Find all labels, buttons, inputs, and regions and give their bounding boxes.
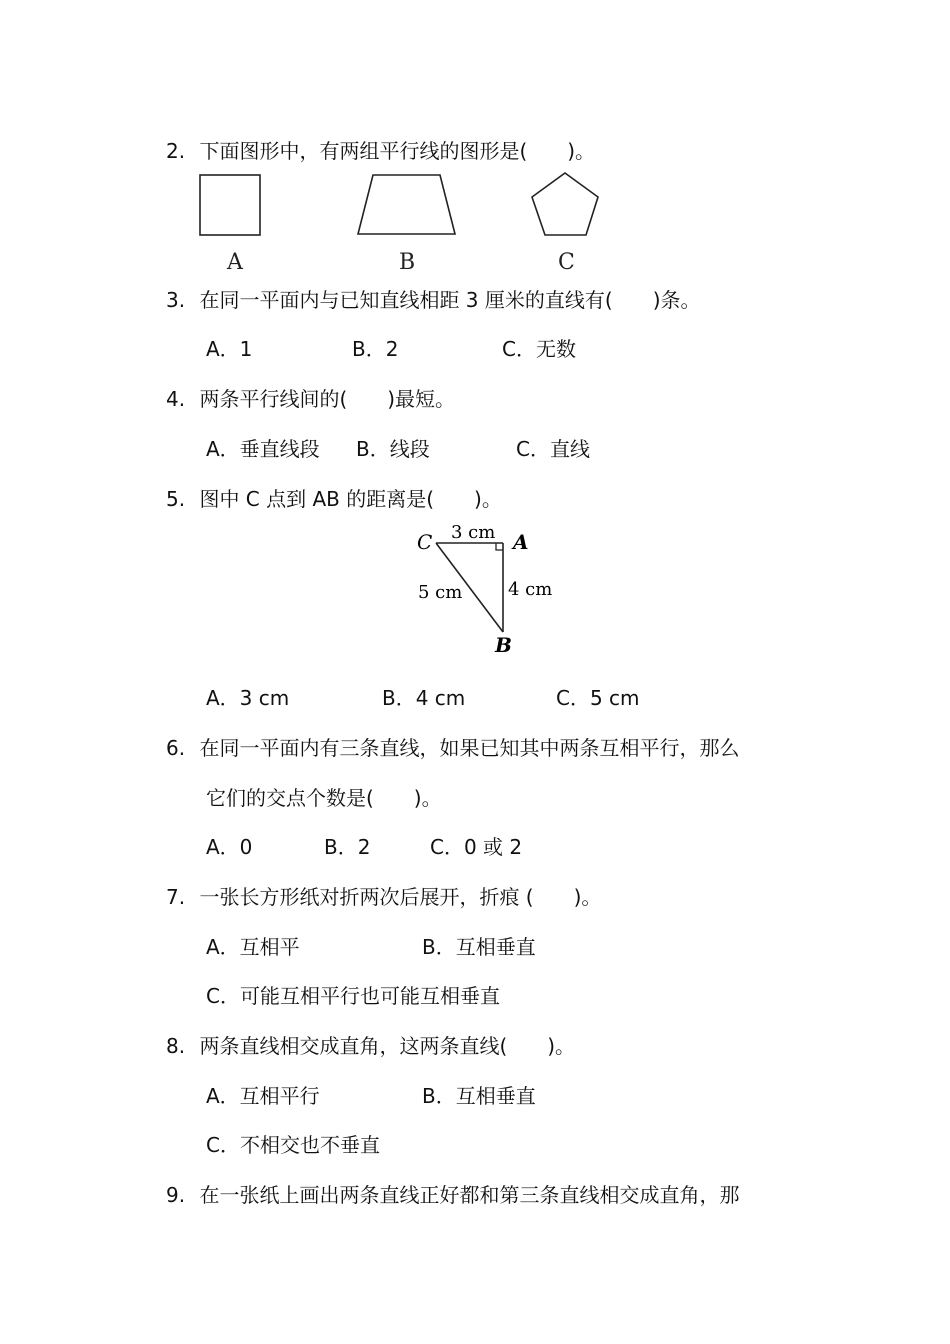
question-text: 下面图形中，有两组平行线的图形是( )。 [199,139,596,163]
question-number: 9. [166,1183,186,1207]
option-a[interactable]: A．3 cm [206,686,290,710]
option-c[interactable]: C．0 或 2 [430,835,523,859]
shape-label-c: C [558,250,575,275]
option-a[interactable]: A．0 [206,835,253,859]
option-c[interactable]: C．5 cm [556,686,640,710]
question-text: 两条平行线间的( )最短。 [199,387,456,411]
option-a[interactable]: A．互相平行 [206,1084,320,1108]
question-number: 7. [166,885,186,909]
question-3 [166,287,701,313]
shape-label-b: B [399,250,416,275]
question-number: 5. [166,487,186,511]
question-text: 在一张纸上画出两条直线正好都和第三条直线相交成直角，那 [199,1183,740,1207]
question-6 [166,735,739,761]
vertex-b-label: B [495,633,512,655]
side-cb-label: 5 cm [418,582,463,603]
question-number: 2. [166,139,186,163]
question-9 [166,1182,739,1208]
question-text: 一张长方形纸对折两次后展开，折痕 ( )。 [199,885,602,909]
question-number: 3. [166,288,186,312]
trapezoid-shape [358,175,455,234]
option-b[interactable]: B．4 cm [382,686,466,710]
option-a[interactable]: A．互相平 [206,935,300,959]
question-number: 6. [166,736,186,760]
pentagon-shape [532,173,598,235]
option-b[interactable]: B．线段 [356,437,430,461]
vertex-a-label: A [513,530,529,554]
question-text: 图中 C 点到 AB 的距离是( )。 [199,487,502,511]
option-c[interactable]: C．可能互相平行也可能互相垂直 [206,984,500,1008]
question-2 [166,138,595,164]
triangle-figure [0,515,950,655]
question-5 [166,486,502,512]
shape-label-a: A [227,250,243,275]
question-4 [166,386,455,412]
question-7 [166,884,601,910]
option-b[interactable]: B．互相垂直 [422,935,536,959]
question-8 [166,1033,575,1059]
right-angle-mark [496,543,503,550]
side-ca-label: 3 cm [451,522,496,543]
option-a[interactable]: A．1 [206,337,253,361]
shapes-figure [0,170,950,260]
option-b[interactable]: B．互相垂直 [422,1084,536,1108]
question-6-continued: 它们的交点个数是( )。 [206,786,442,810]
option-a[interactable]: A．垂直线段 [206,437,320,461]
question-text: 在同一平面内与已知直线相距 3 厘米的直线有( )条。 [199,288,701,312]
vertex-c-label: C [417,530,433,554]
question-number: 8. [166,1034,186,1058]
option-c[interactable]: C．无数 [502,337,576,361]
option-b[interactable]: B．2 [324,835,371,859]
option-c[interactable]: C．直线 [516,437,590,461]
option-b[interactable]: B．2 [352,337,399,361]
side-ab-label: 4 cm [508,579,553,600]
question-number: 4. [166,387,186,411]
square-shape [200,175,260,235]
question-text: 两条直线相交成直角，这两条直线( )。 [199,1034,576,1058]
option-c[interactable]: C．不相交也不垂直 [206,1133,380,1157]
question-text: 在同一平面内有三条直线，如果已知其中两条互相平行，那么 [199,736,740,760]
